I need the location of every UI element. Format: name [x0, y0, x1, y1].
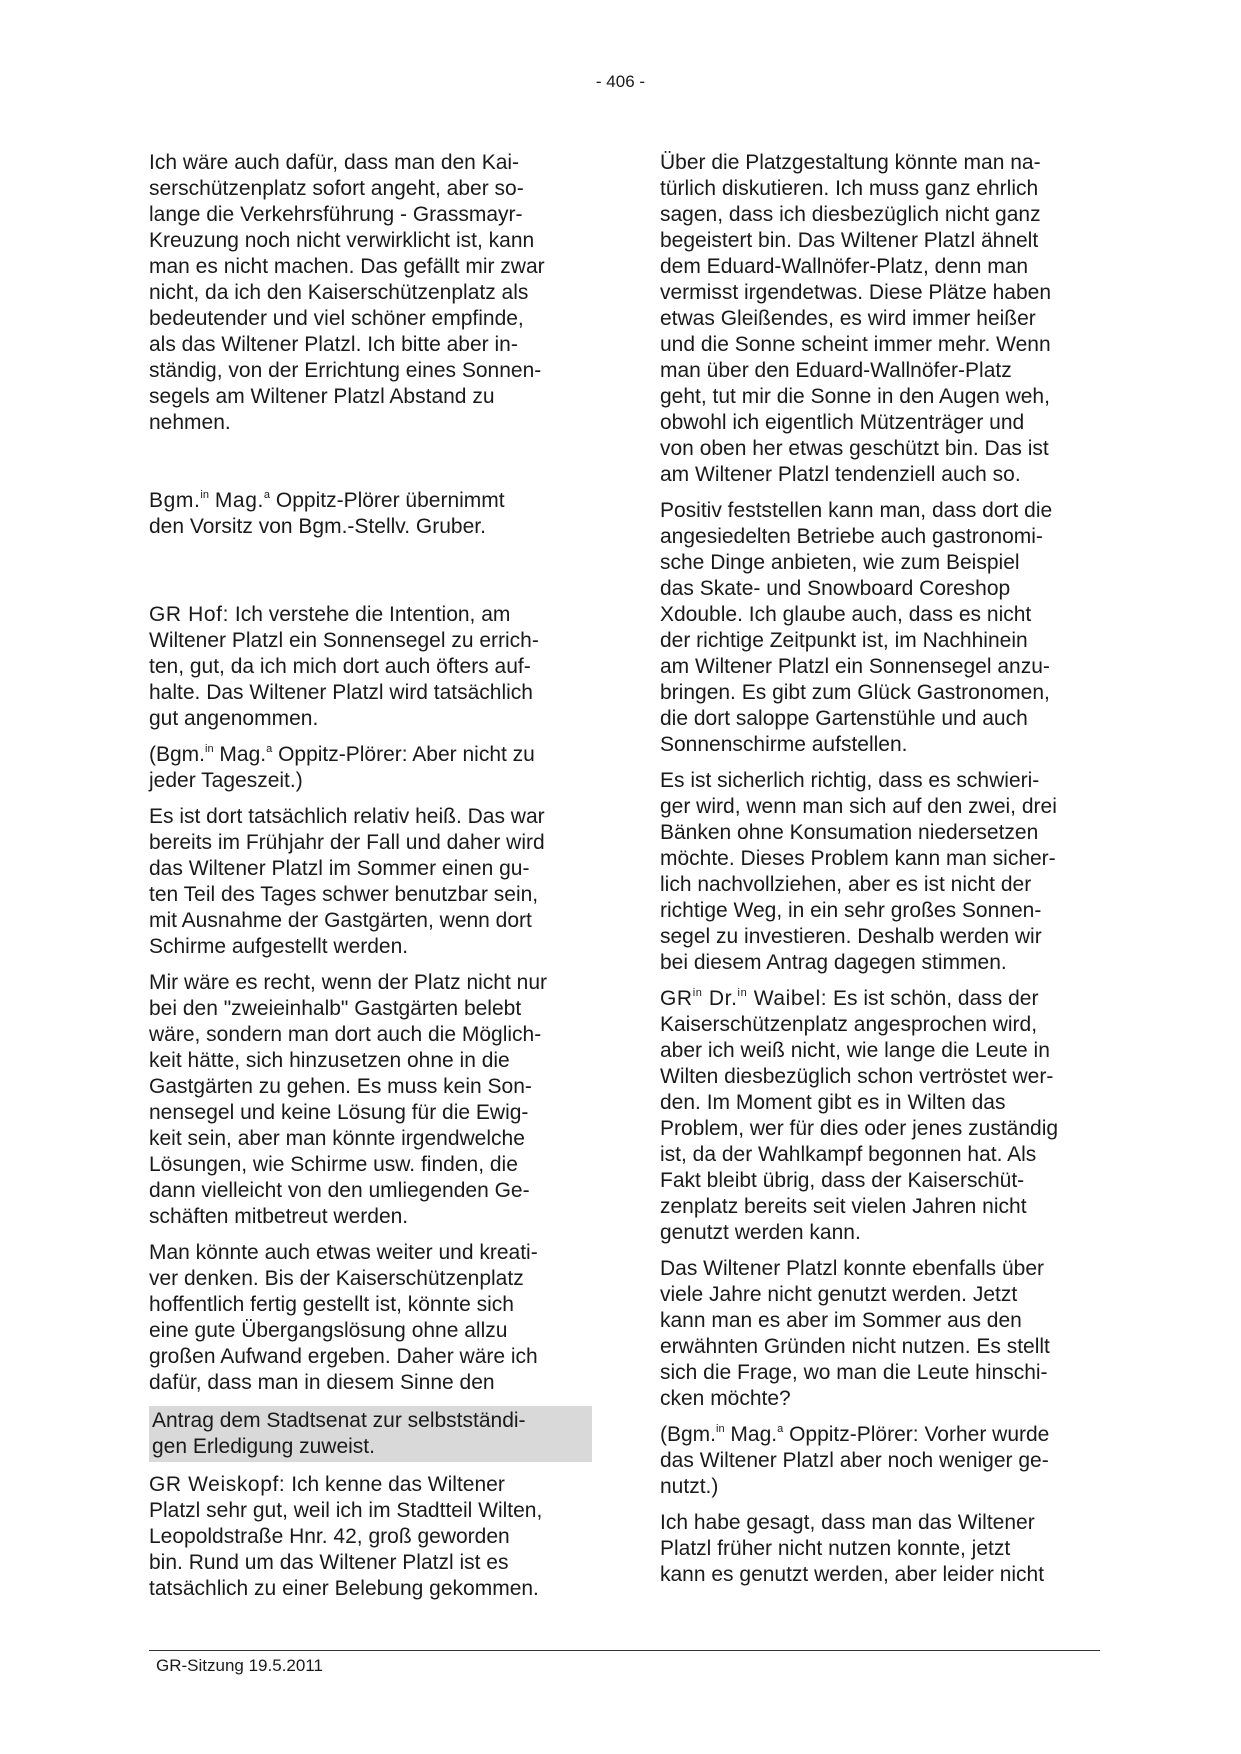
- paragraph: Positiv feststellen kann man, dass dort die angesiedelten Betriebe auch gastronomi- sche Dinge anbieten, wie zum Beispiel das Skate- und Snowboard Coreshop Xdouble. Ich glaube auch, dass es nicht der richtige Zeitpunkt ist, im Nachhinein am Wiltener Platzl ein Sonnensegel anzu- bringen. Es gibt zum Glück Gastronomen, die dort saloppe Gartenstühle und auch Sonnenschirme aufstellen.: [660, 499, 1053, 756]
- paragraph: Ich wäre auch dafür, dass man den Kai- serschützenplatz sofort angeht, aber so- lange die Verkehrsführung - Grassmayr- Kreuzung noch nicht verwirklicht ist, kann man es nicht machen. Das gefällt mir zwar nicht, da ich den Kaiserschützenplatz als bedeutender und viel schöner empfinde, als das Wiltener Platzl. Ich bitte aber in- ständig, von der Errichtung eines Sonnen- segels am Wiltener Platzl Abstand zu nehmen.: [149, 151, 545, 434]
- speech-gr-waibel: $GR^{in}$ Dr.$^{in}$ Waibel: Es ist schön, dass der Kaiserschützenplatz angesprochen wird, aber ich weiß nicht, wie lange die Leute in Wilten diesbezüglich schon vertröstet wer- den. Im Moment gibt es in Wilten das Problem, wer für dies oder jenes zuständig ist, da der Wahlkampf begonnen hat. Als Fakt bleibt übrig, dass der Kaiserschüt- zenplatz bereits seit vielen Jahren nicht genutzt werden kann.: [660, 987, 1059, 1244]
- paragraph: Mir wäre es recht, wenn der Platz nicht nur bei den "zweieinhalb" Gastgärten belebt wäre, sondern man dort auch die Möglich- keit hätte, sich hinzusetzen ohne in die Gastgärten zu gehen. Es muss kein Son- nensegel und keine Lösung für die Ewig- keit sein, aber man könnte irgendwelche Lösungen, wie Schirme usw. finden, die dann vielleicht von den umliegenden Ge- schäften mitbetreut werden.: [149, 971, 547, 1228]
- left-column: [149, 150, 589, 1612]
- footer-session-date: GR-Sitzung 19.5.2011: [156, 1656, 323, 1675]
- right-column: [660, 150, 1100, 1598]
- speech-gr-weiskopf: GR Weiskopf: Ich kenne das Wiltener Platzl sehr gut, weil ich im Stadtteil Wilten, Leopoldstraße Hnr. 42, groß geworden bin. Rund um das Wiltener Platzl ist es tatsächlich zu einer Belebung gekommen.: [149, 1473, 543, 1600]
- paragraph: Es ist dort tatsächlich relativ heiß. Das war bereits im Frühjahr der Fall und daher wird das Wiltener Platzl im Sommer einen gu- ten Teil des Tages schwer benutzbar sein, mit Ausnahme der Gastgärten, wenn dort Schirme aufgestellt werden.: [149, 805, 545, 958]
- speaker-name: GR Weiskopf:: [149, 1473, 286, 1496]
- interjection: (Bgm.$^{in}$ Mag.$^a$ Oppitz-Plörer: Aber nicht zu jeder Tageszeit.): [149, 743, 535, 792]
- paragraph: Das Wiltener Platzl konnte ebenfalls über viele Jahre nicht genutzt werden. Jetzt kann man es aber im Sommer aus den erwähnten Gründen nicht nutzen. Es stellt sich die Frage, wo man die Leute hinschi- cken möchte?: [660, 1257, 1050, 1410]
- footer-divider: [149, 1650, 1100, 1651]
- motion-highlight: Antrag dem Stadtsenat zur selbstständi- gen Erledigung zuweist.: [149, 1406, 592, 1462]
- paragraph: Man könnte auch etwas weiter und kreati- ver denken. Bis der Kaiserschützenplatz hoffentlich fertig gestellt ist, könnte sich eine gute Übergangslösung ohne allzu großen Aufwand ergeben. Daher wäre ich dafür, dass man in diesem Sinne den: [149, 1241, 538, 1394]
- paragraph: Es ist sicherlich richtig, dass es schwieri- ger wird, wenn man sich auf den zwei, drei Bänken ohne Konsumation niedersetzen möchte. Dieses Problem kann man sicher- lich nachvollziehen, aber es ist nicht der richtige Weg, in ein sehr großes Sonnen- segel zu investieren. Deshalb werden wir bei diesem Antrag dagegen stimmen.: [660, 769, 1057, 974]
- paragraph: Über die Platzgestaltung könnte man na- türlich diskutieren. Ich muss ganz ehrlich sagen, dass ich diesbezüglich nicht ganz begeistert bin. Das Wiltener Platzl ähnelt dem Eduard-Wallnöfer-Platz, denn man vermisst irgendetwas. Diese Plätze haben etwas Gleißendes, es wird immer heißer und die Sonne scheint immer mehr. Wenn man über den Eduard-Wallnöfer-Platz geht, tut mir die Sonne in den Augen weh, obwohl ich eigentlich Mützenträger und von oben her etwas geschützt bin. Das ist am Wiltener Platzl tendenziell auch so.: [660, 151, 1052, 486]
- speech-gr-hof: GR Hof: Ich verstehe die Intention, am Wiltener Platzl ein Sonnensegel zu errich- ten, gut, da ich mich dort auch öfters auf- halte. Das Wiltener Platzl wird tatsächlich gut angenommen.: [149, 603, 539, 730]
- speaker-name: GR Hof:: [149, 603, 230, 626]
- paragraph: Ich habe gesagt, dass man das Wiltener Platzl früher nicht nutzen konnte, jetzt kann es genutzt werden, aber leider nicht: [660, 1511, 1045, 1586]
- chair-change-note: Bgm.$^{in}$ Mag.$^a$ Oppitz-Plörer übernimmt den Vorsitz von Bgm.-Stellv. Gruber.: [149, 489, 505, 538]
- interjection: (Bgm.$^{in}$ Mag.$^a$ Oppitz-Plörer: Vorher wurde das Wiltener Platzl aber noch weniger ge- nutzt.): [660, 1423, 1050, 1498]
- page-number: - 406 -: [595, 72, 646, 91]
- speaker-name: $GR^{in}$ Dr.$^{in}$ Waibel:: [660, 987, 828, 1010]
